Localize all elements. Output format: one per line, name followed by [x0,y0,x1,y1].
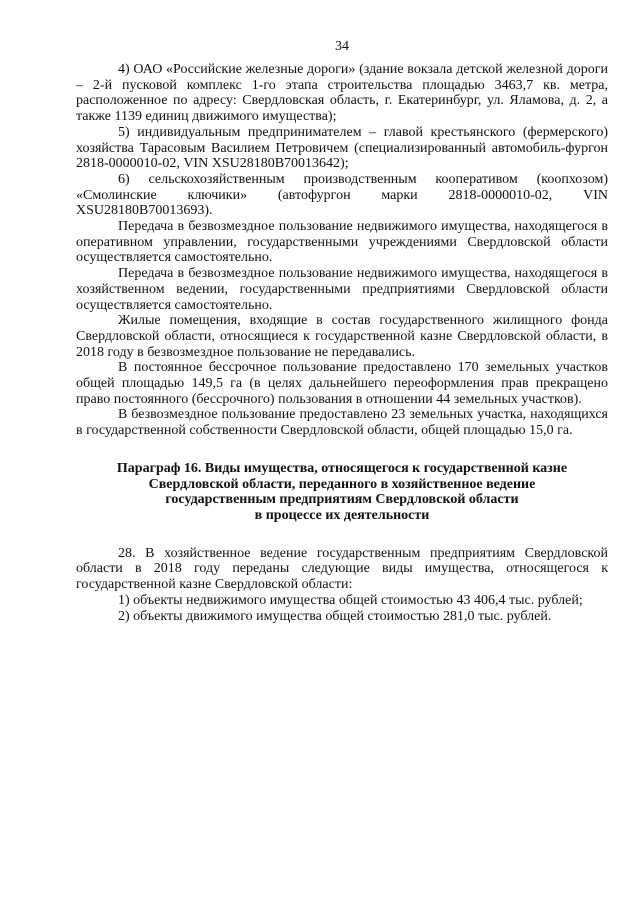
paragraph-housing: Жилые помещения, входящие в состав государственного жилищного фонда Свердловской области, относящиеся к государственной казне Свердловской области, в 2018 году в безвозмездное пользование не передавались. [76,313,608,360]
section-heading-line-2: Свердловской области, переданного в хозяйственное ведение [148,476,536,492]
list-item-real-estate: 1) объекты недвижимого имущества общей стоимостью 43 406,4 тыс. рублей; [118,592,583,608]
list-item-movable-property: 2) объекты движимого имущества общей стоимостью 281,0 тыс. рублей. [118,608,552,624]
section-heading-line-1: Параграф 16. Виды имущества, относящегося к государственной казне [116,460,568,476]
document-page [76,38,608,624]
paragraph-free-use-land: В безвозмездное пользование предоставлено 23 земельных участка, находящихся в государственной собственности Свердловской области, общей площадью 15,0 га. [76,407,608,439]
list-item-rzd: 4) ОАО «Российские железные дороги» (здание вокзала детской железной дороги – 2-й пусковой комплекс 1-го этапа строительства площадью 3463,7 кв. метра, расположенное по адресу: Свердловская область, г. Екатеринбург, ул. Яламова, д. 2, а также 1139 единиц движимого имущества); [76,62,608,125]
paragraph-economic-management: Передача в безвозмездное пользование недвижимого имущества, находящегося в хозяйственном ведении, государственными предприятиями Свердловской области осуществляется самостоятельно. [76,266,608,313]
section-heading-line-4: в процессе их деятельности [254,507,430,523]
list-item-farmer: 5) индивидуальным предпринимателем – главой крестьянского (фермерского) хозяйства Тарасовым Василием Петровичем (специализированный автомобиль-фургон 2818-0000010-02, VIN XSU28180B70013642); [76,124,608,172]
section-heading-line-3: государственным предприятиям Свердловской области [165,492,519,508]
list-item-cooperative: 6) сельскохозяйственным производственным кооперативом (коопхозом) «Смолинские ключики» (автофургон марки 2818-0000010-02, VIN XSU28180B70013693). [76,171,608,219]
paragraph-operational-management: Передача в безвозмездное пользование недвижимого имущества, находящегося в оперативном управлении, государственными учреждениями Свердловской области осуществляется самостоятельно. [76,219,608,266]
paragraph-permanent-use: В постоянное бессрочное пользование предоставлено 170 земельных участков общей площадью 149,5 га (в целях дальнейшего переоформления прав прекращено право постоянного (бессрочного) пользования в отношении 44 земельных участков). [76,360,608,407]
page-number: 34 [335,39,349,54]
paragraph-28: 28. В хозяйственное ведение государственным предприятиям Свердловской области в 2018 году переданы следующие виды имущества, относящегося к государственной казне Свердловской области: [76,545,608,593]
section-heading [76,461,608,524]
